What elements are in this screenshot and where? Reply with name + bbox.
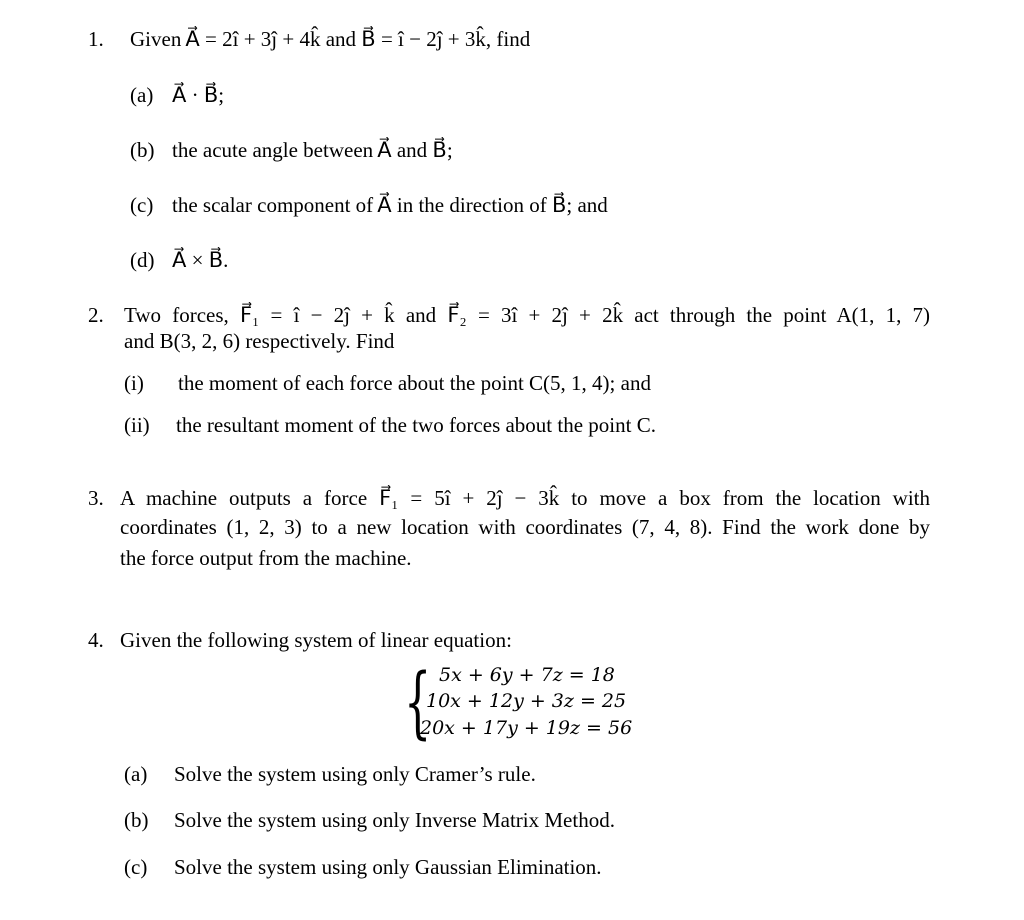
equation-1: 5x + 6y + 7z = 18 bbox=[439, 664, 615, 686]
q4-text: Given the following system of linear equation: bbox=[120, 628, 512, 652]
q1a-text: A⃗ · B⃗; bbox=[172, 83, 225, 107]
q1d-label: (d) bbox=[130, 248, 155, 272]
q1-number: 1. bbox=[88, 27, 104, 51]
q4c-label: (c) bbox=[124, 855, 148, 879]
q3-number: 3. bbox=[88, 486, 104, 510]
q4c-text: Solve the system using only Gaussian Elimination. bbox=[174, 855, 602, 879]
q3-line-3: the force output from the machine. bbox=[120, 546, 412, 570]
system-brace: { bbox=[404, 658, 432, 748]
q4a-text: Solve the system using only Cramer’s rule. bbox=[174, 762, 536, 786]
q1a-label: (a) bbox=[130, 83, 154, 107]
q4b-text: Solve the system using only Inverse Matrix Method. bbox=[174, 808, 615, 832]
q2i-text: the moment of each force about the point C(5, 1, 4); and bbox=[178, 371, 651, 395]
q1d-text: A⃗ × B⃗. bbox=[172, 248, 229, 272]
q2ii-label: (ii) bbox=[124, 413, 150, 437]
q3-line-1: A machine outputs a force F⃗₁ = 5î + 2ĵ − 3k̂ to move a box from the location with bbox=[120, 486, 930, 510]
q2ii-text: the resultant moment of the two forces about the point C. bbox=[176, 413, 656, 437]
q1b-text: the acute angle between A⃗ and B⃗; bbox=[172, 138, 453, 162]
q4b-label: (b) bbox=[124, 808, 149, 832]
q2-line-2: and B(3, 2, 6) respectively. Find bbox=[124, 329, 395, 353]
q1c-text: the scalar component of A⃗ in the direction of B⃗; and bbox=[172, 193, 608, 217]
q2-number: 2. bbox=[88, 303, 104, 327]
equation-2: 10x + 12y + 3z = 25 bbox=[426, 690, 627, 712]
q1c-label: (c) bbox=[130, 193, 154, 217]
q1-text: Given A⃗ = 2î + 3ĵ + 4k̂ and B⃗ = î − 2ĵ + 3k̂, find bbox=[130, 27, 531, 51]
q1b-label: (b) bbox=[130, 138, 155, 162]
equation-3: 20x + 17y + 19z = 56 bbox=[420, 717, 633, 739]
q3-line-2: coordinates (1, 2, 3) to a new location with coordinates (7, 4, 8). Find the work done by bbox=[120, 515, 930, 539]
q4a-label: (a) bbox=[124, 762, 148, 786]
q2i-label: (i) bbox=[124, 371, 144, 395]
q4-number: 4. bbox=[88, 628, 104, 652]
q2-line-1: Two forces, F⃗₁ = î − 2ĵ + k̂ and F⃗₂ = 3î + 2ĵ + 2k̂ act through the point A(1, 1, 7) bbox=[124, 303, 930, 327]
